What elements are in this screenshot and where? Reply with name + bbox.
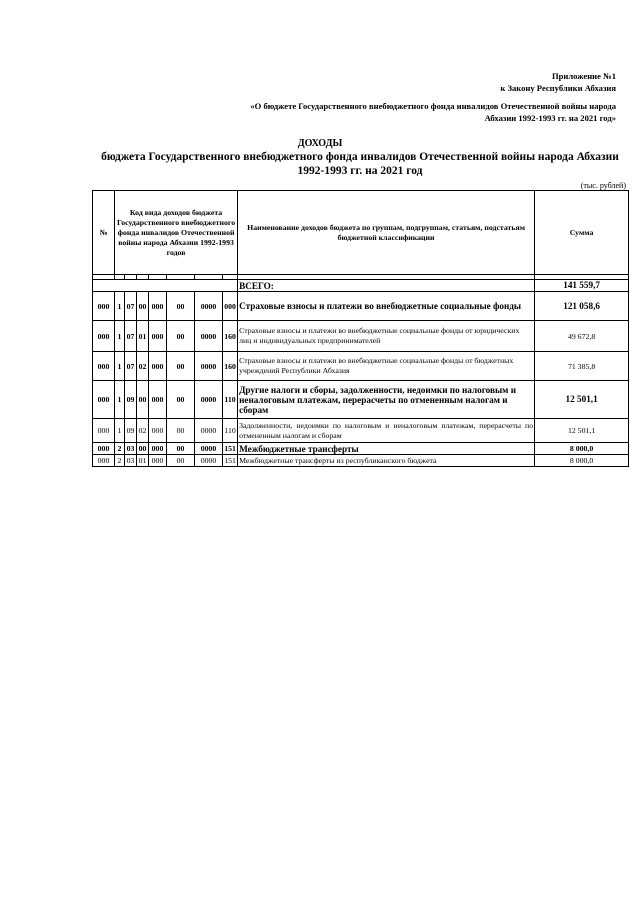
code-cell: 000 (93, 443, 115, 455)
row-name: Межбюджетные трансферты (238, 443, 535, 455)
code-cell: 00 (167, 381, 195, 419)
table-row (93, 443, 629, 455)
code-cell: 000 (149, 321, 167, 352)
row-name: Межбюджетные трансферты из республиканского бюджета (238, 455, 535, 467)
appendix-heading (500, 70, 616, 94)
code-cell: 0000 (195, 443, 223, 455)
document-subtitle: бюджета Государственного внебюджетного фонда инвалидов Отечественной войны народа Абхазии 1992-1993 гг. на 2021 год (101, 151, 619, 177)
table-row (93, 292, 629, 321)
code-cell: 00 (167, 443, 195, 455)
code-cell: 2 (115, 455, 125, 467)
code-cell: 07 (125, 292, 137, 321)
code-cell: 00 (137, 381, 149, 419)
code-cell: 000 (149, 352, 167, 381)
row-name: Задолженности, недоимки по налоговым и неналоговым платежам, перерасчеты по отмененным налогам и сборам (238, 419, 535, 443)
row-name: Другие налоги и сборы, задолженности, недоимки по налоговым и неналоговым платежам, перерасчеты по отмененным налогам и сборам (238, 381, 535, 419)
table-row (93, 321, 629, 352)
code-cell: 09 (125, 419, 137, 443)
row-sum: 49 672,8 (535, 321, 629, 352)
code-cell: 01 (137, 455, 149, 467)
revenue-table (92, 190, 629, 467)
code-cell: 1 (115, 292, 125, 321)
total-row (93, 280, 629, 292)
code-cell: 151 (224, 444, 236, 453)
code-cell: 00 (167, 352, 195, 381)
row-sum: 121 058,6 (535, 292, 629, 321)
code-cell: 07 (125, 321, 137, 352)
code-cell: 000 (149, 381, 167, 419)
code-cell: 09 (125, 381, 137, 419)
table-row (93, 455, 629, 467)
header-code: Код вида доходов бюджета Государственного внебюджетного фонда инвалидов Отечественной войны народа Абхазии 1992-1993 годов (115, 191, 238, 275)
header-number: № (93, 191, 115, 275)
code-cell: 02 (137, 352, 149, 381)
total-label: ВСЕГО: (238, 280, 535, 292)
code-cell: 000 (93, 321, 115, 352)
code-cell: 000 (93, 419, 115, 443)
table-row (93, 381, 629, 419)
code-cell: 110 (223, 419, 238, 443)
code-cell: 02 (137, 419, 149, 443)
table-row (93, 352, 629, 381)
code-cell: 1 (115, 321, 125, 352)
row-sum: 12 501,1 (535, 419, 629, 443)
code-cell: 000 (149, 455, 167, 467)
total-sum: 141 559,7 (535, 280, 629, 292)
code-cell: 000 (149, 292, 167, 321)
law-title: «О бюджете Государственного внебюджетного фонда инвалидов Отечественной войны народа Абхазии 1992-1993 гг. на 2021 год» (250, 101, 616, 123)
code-cell: 00 (167, 419, 195, 443)
code-cell: 0000 (195, 292, 223, 321)
row-sum: 71 385,8 (535, 352, 629, 381)
code-cell: 160 (223, 352, 238, 381)
code-cell: 000 (93, 381, 115, 419)
code-cell: 00 (167, 321, 195, 352)
code-cell: 000 (149, 419, 167, 443)
code-cell: 000 (93, 292, 115, 321)
code-cell: 000 (149, 443, 167, 455)
row-sum: 8 000,0 (535, 443, 629, 455)
code-cell: 160 (223, 321, 238, 352)
code-cell: 00 (167, 455, 195, 467)
code-cell: 0000 (195, 321, 223, 352)
table-header-row (93, 191, 629, 275)
row-sum: 12 501,1 (535, 381, 629, 419)
row-sum: 8 000,0 (535, 455, 629, 467)
code-cell: 1 (115, 381, 125, 419)
code-cell: 00 (137, 292, 149, 321)
code-cell: 000 (93, 352, 115, 381)
code-cell: 0000 (195, 419, 223, 443)
row-name: Страховые взносы и платежи во внебюджетные социальные фонды (238, 292, 535, 321)
code-cell: 03 (125, 455, 137, 467)
code-cell: 1 (115, 352, 125, 381)
row-name: Страховые взносы и платежи во внебюджетные социальные фонды от юридических лиц и индивидуальных предпринимателей (238, 321, 535, 352)
code-cell: 03 (125, 443, 137, 455)
code-cell: 01 (137, 321, 149, 352)
document-title: ДОХОДЫ (297, 138, 343, 149)
appendix-number: Приложение №1 (551, 71, 616, 81)
header-sum: Сумма (535, 191, 629, 275)
code-cell: 0000 (195, 455, 223, 467)
code-cell: 000 (93, 455, 115, 467)
code-cell: 0000 (195, 381, 223, 419)
unit-label: (тыс. рублей) (580, 181, 626, 190)
code-cell: 00 (167, 292, 195, 321)
code-cell: 110 (223, 381, 238, 419)
code-cell: 0000 (195, 352, 223, 381)
code-cell: 000 (223, 292, 238, 321)
table-row (93, 419, 629, 443)
code-cell: 00 (137, 443, 149, 455)
code-cell: 151 (224, 456, 236, 465)
header-name: Наименование доходов бюджета по группам, подгруппам, статьям, подстатьям бюджетной классификации (238, 191, 535, 275)
code-cell: 1 (115, 419, 125, 443)
code-cell: 07 (125, 352, 137, 381)
code-cell: 2 (115, 443, 125, 455)
appendix-law-ref: к Закону Республики Абхазия (500, 83, 616, 93)
row-name: Страховые взносы и платежи во внебюджетные социальные фонды от бюджетных учреждений Республики Абхазия (238, 352, 535, 381)
